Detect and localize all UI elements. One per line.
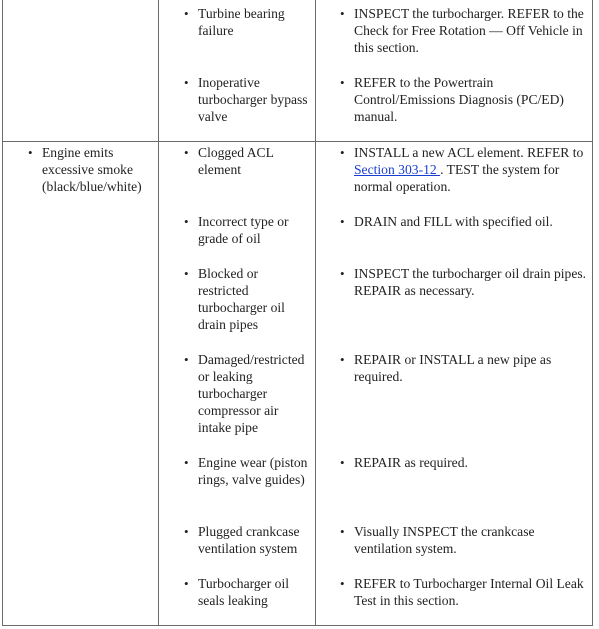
bullet: • [184,266,189,281]
cause-item: • Blocked or restricted turbocharger oil drain pipes [184,266,285,332]
cause-item: • Clogged ACL element [184,145,274,177]
action-item [340,575,590,609]
bullet: • [184,145,189,160]
cause-item: • Damaged/restricted or leaking turbocharger compressor air intake pipe [184,352,305,435]
table-border-right [592,0,593,626]
action-item [340,213,590,230]
action-item [340,5,590,56]
action-item [340,74,590,125]
action-text: REPAIR or INSTALL a new pipe as required. [354,352,552,384]
bullet: • [184,75,189,90]
bullet: • [340,266,345,281]
bullet: • [340,214,345,229]
cause-item: • Plugged crankcase ventilation system [184,524,300,556]
bullet: • [184,576,189,591]
action-text: REFER to the Powertrain Control/Emissions Diagnosis (PC/ED) manual. [354,75,564,124]
cause-item: • Turbine bearing failure [184,6,285,38]
action-item [340,265,590,299]
action-item [340,144,590,195]
column-divider-symptom-cause [158,0,159,626]
bullet: • [28,145,33,160]
action-text: INSTALL a new ACL element. REFER to Section 303-12 . TEST the system for normal operation. [354,145,584,194]
cause-item: • Inoperative turbocharger bypass valve [184,75,308,124]
row-divider [2,141,593,142]
bullet: • [340,145,345,160]
bullet: • [340,576,345,591]
action-item [340,351,590,385]
action-item [340,523,590,557]
action-text: REFER to Turbocharger Internal Oil Leak Test in this section. [354,576,584,608]
cause-item: • Turbocharger oil seals leaking [184,576,289,608]
bullet: • [340,352,345,367]
table-border-left [2,0,3,626]
bullet: • [340,524,345,539]
cause-item: • Engine wear (piston rings, valve guides) [184,455,308,487]
table-border-bottom [2,625,593,626]
bullet: • [184,455,189,470]
section-link[interactable]: Section 303-12 [354,162,441,177]
bullet: • [184,214,189,229]
cause-item: • Incorrect type or grade of oil [184,214,289,246]
action-text: INSPECT the turbocharger. REFER to the Check for Free Rotation — Off Vehicle in this section. [354,6,584,55]
bullet: • [340,75,345,90]
bullet: • [340,455,345,470]
action-text: Visually INSPECT the crankcase ventilation system. [354,524,535,556]
action-text: REPAIR as required. [354,455,468,470]
bullet: • [184,6,189,21]
bullet: • [184,524,189,539]
action-item [340,454,590,471]
bullet: • [340,6,345,21]
action-text: DRAIN and FILL with specified oil. [354,214,553,229]
symptom-item: • Engine emits excessive smoke (black/blue/white) [28,145,142,194]
column-divider-cause-action [315,0,316,626]
bullet: • [184,352,189,367]
action-text: INSPECT the turbocharger oil drain pipes. REPAIR as necessary. [354,266,587,298]
